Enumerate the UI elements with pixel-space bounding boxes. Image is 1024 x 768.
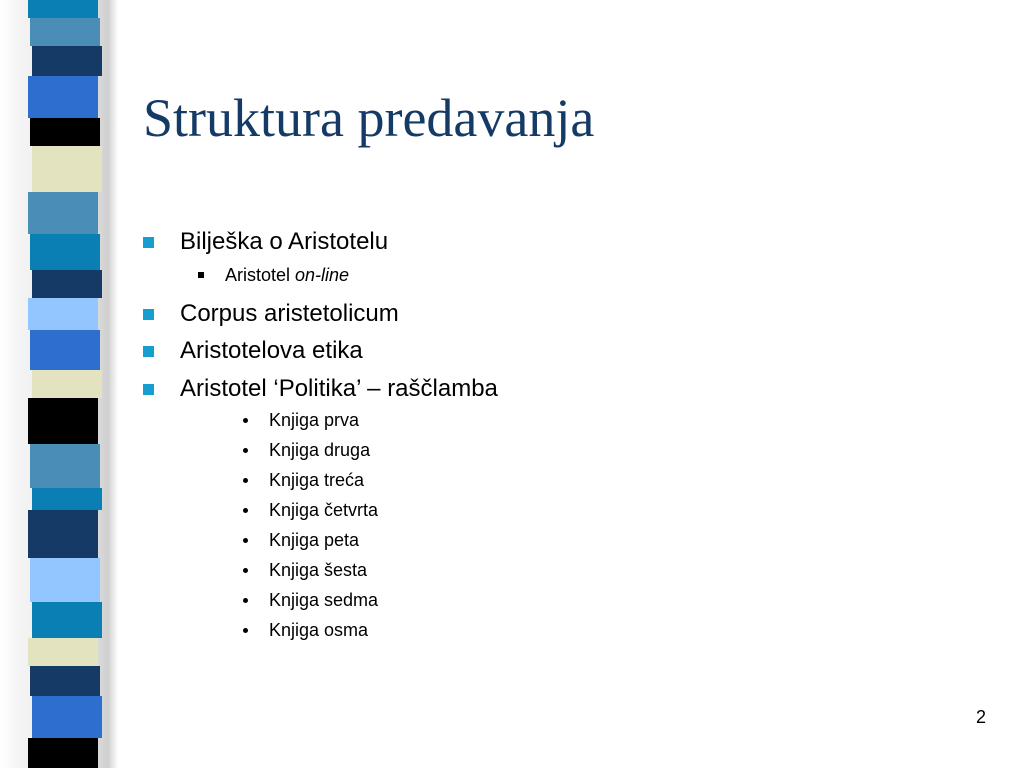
list-item-text: Knjiga sedma: [269, 590, 379, 610]
dot-bullet-icon: [243, 568, 248, 573]
list-item-text: Knjiga treća: [269, 470, 365, 490]
list-item-text: Knjiga četvrta: [269, 500, 379, 520]
square-bullet-icon: [143, 309, 154, 320]
dot-bullet-icon: [243, 448, 248, 453]
list-item-text: Knjiga šesta: [269, 560, 368, 580]
square-bullet-icon: [143, 346, 154, 357]
dot-bullet-icon: [243, 478, 248, 483]
list-item-text: [225, 265, 349, 286]
square-bullet-small-icon: [198, 272, 204, 278]
list-item-text-italic: on-line: [295, 265, 350, 285]
list-item-text: Bilješka o Aristotelu: [180, 228, 389, 255]
slide-title: Struktura predavanja: [143, 88, 595, 148]
list-item-text: Aristotelova etika: [180, 337, 363, 364]
dot-bullet-icon: [243, 508, 248, 513]
list-item-text: Aristotel ‘Politika’ – raščlamba: [180, 375, 498, 402]
square-bullet-icon: [143, 384, 154, 395]
list-item-text: Knjiga prva: [269, 410, 360, 430]
square-bullet-icon: [143, 237, 154, 248]
list-item-text: Knjiga peta: [269, 530, 360, 550]
dot-bullet-icon: [243, 418, 248, 423]
list-item-text: Corpus aristetolicum: [180, 300, 399, 327]
list-item-text: Knjiga druga: [269, 440, 371, 460]
list-item-text-main: Aristotel: [225, 265, 296, 285]
dot-bullet-icon: [243, 598, 248, 603]
dot-bullet-icon: [243, 538, 248, 543]
page-number: 2: [976, 707, 987, 727]
list-item-text: Knjiga osma: [269, 620, 369, 640]
dot-bullet-icon: [243, 628, 248, 633]
